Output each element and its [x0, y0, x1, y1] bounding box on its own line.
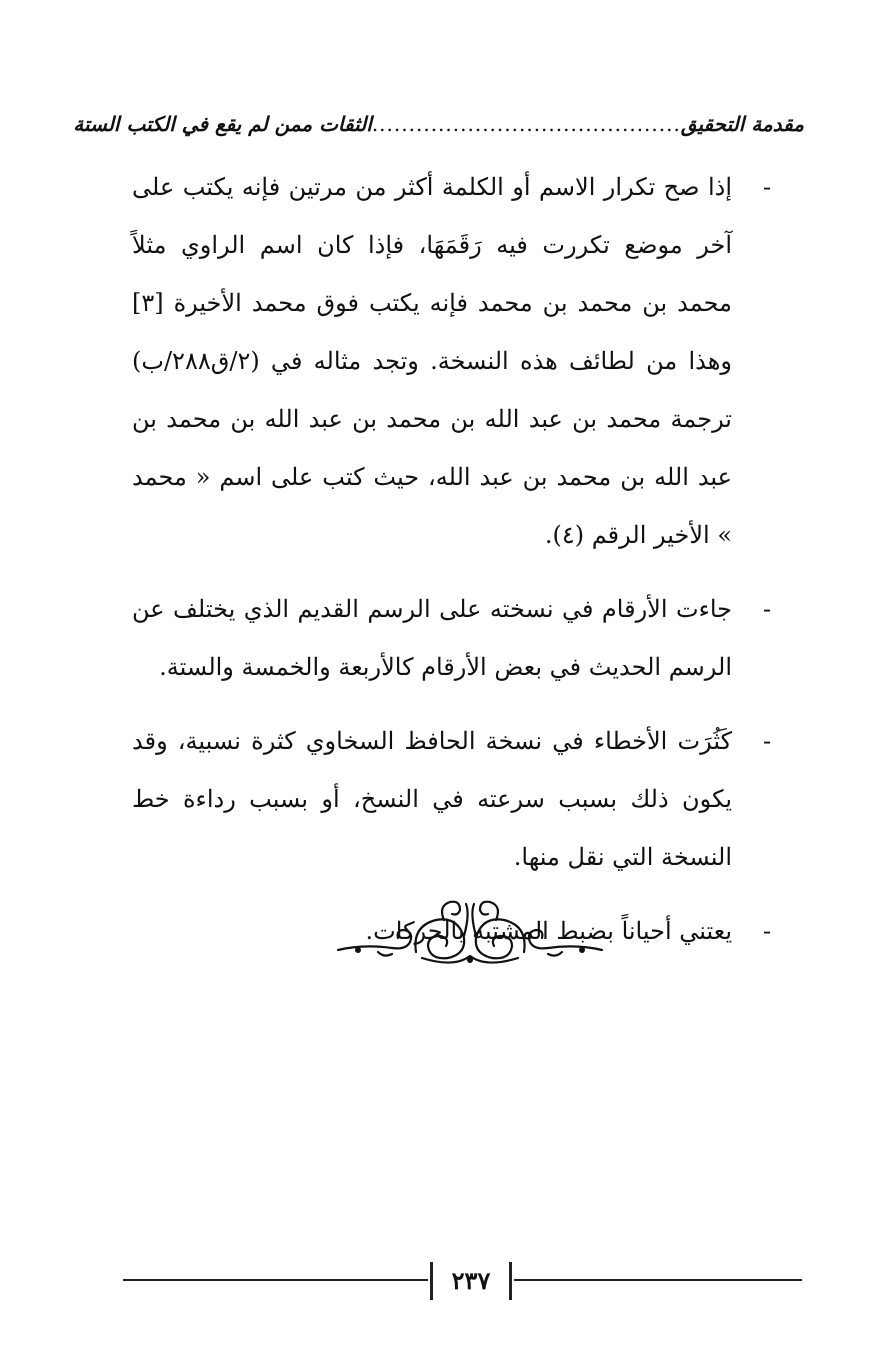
- header-section-title: مقدمة التحقيق: [680, 112, 804, 136]
- bullet-dash: -: [762, 917, 772, 945]
- footer-rule-left: [123, 1279, 428, 1281]
- list-item-text: كَثُرَت الأخطاء في نسخة الحافظ السخاوي كثرة نسبية، وقد يكون ذلك بسبب سرعته في النسخ، أو بسبب رداءة خط النسخة التي نقل منها.: [132, 727, 732, 871]
- list-item-text: إذا صح تكرار الاسم أو الكلمة أكثر من مرتين فإنه يكتب على آخر موضع تكررت فيه رَقَمَهَا، فإذا كان اسم الراوي مثلاً محمد بن محمد بن محمد فإنه يكتب فوق محمد الأخيرة [٣] وهذا من لطائف هذه النسخة. وتجد مثاله في (٢/ق٢٨٨/ب) ترجمة محمد بن عبد الله بن محمد بن عبد الله بن محمد بن عبد الله بن محمد بن عبد الله، حيث كتب على اسم « محمد » الأخير الرقم (٤).: [132, 173, 732, 549]
- page-number: ٢٣٧: [430, 1262, 512, 1300]
- list-item: [132, 712, 784, 886]
- list-item: [132, 580, 784, 696]
- header-book-title: الثقات ممن لم يقع في الكتب الستة: [73, 112, 372, 136]
- list-item-text: جاءت الأرقام في نسخته على الرسم القديم الذي يختلف عن الرسم الحديث في بعض الأرقام كالأربعة والخمسة والستة.: [132, 595, 732, 681]
- bullet-dash: -: [762, 173, 772, 201]
- bullet-dash: -: [762, 727, 772, 755]
- bullet-list: [132, 158, 784, 976]
- running-header: [73, 104, 804, 144]
- footer-rule-right: [514, 1279, 802, 1281]
- floral-ornament-icon: [334, 896, 606, 976]
- list-item: [132, 158, 784, 564]
- list-item-text: يعتني أحياناً بضبط المشتبه بالحركات.: [365, 917, 732, 945]
- bullet-dash: -: [762, 595, 772, 623]
- header-dots: ..........................................: [371, 112, 681, 136]
